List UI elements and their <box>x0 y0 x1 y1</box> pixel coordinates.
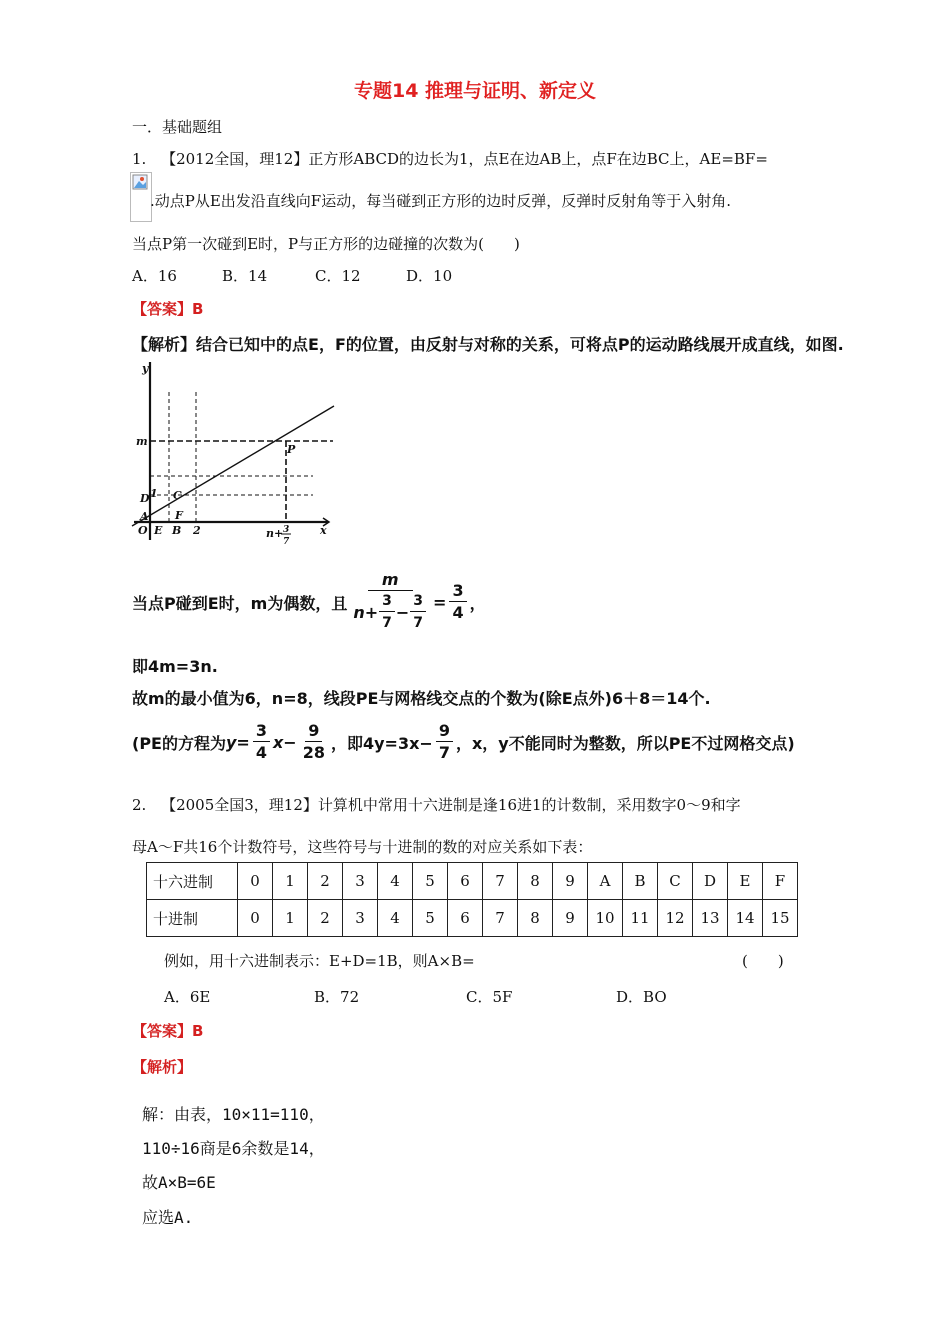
q1-stem-a: 正方形ABCD的边长为1，点E在边AB上，点F在边BC上，AE=BF= <box>308 150 768 168</box>
table-cell: 6 <box>448 863 483 900</box>
q2-option-b: B．72 <box>314 988 360 1006</box>
label-d: D <box>140 492 150 505</box>
label-n-den: 7 <box>283 537 290 547</box>
q1-line1 <box>132 565 486 639</box>
q1-option-c: C．12 <box>315 267 361 285</box>
table-cell: F <box>763 863 798 900</box>
comma: ， <box>469 593 486 613</box>
frac-7a: 7 <box>382 615 392 631</box>
q1-source: 【2012全国，理12】 <box>161 150 309 168</box>
q1-line4-e: ，x，y不能同时为整数，所以PE不过网格交点) <box>455 733 795 753</box>
q1-stem-line2: .动点P从E出发沿直线向F运动，每当碰到正方形的边时反弹，反弹时反射角等于入射角. <box>150 192 731 210</box>
frac-4c: 4 <box>452 602 464 622</box>
table-cell: D <box>693 863 728 900</box>
table-cell: 3 <box>343 863 378 900</box>
frac-7e: 7 <box>438 742 450 762</box>
reflection-graph <box>128 362 338 582</box>
q1-big-fraction <box>350 570 430 634</box>
q2-number: 2. <box>132 796 147 814</box>
frac-28: 28 <box>302 742 325 762</box>
table-cell: 十进制 <box>147 900 238 937</box>
q2-stem-line2: 母A～F共16个计数符号，这些符号与十进制的数的对应关系如下表： <box>132 838 593 856</box>
frac-7b: 7 <box>413 615 424 631</box>
q1-line2: 即4m=3n. <box>132 657 218 676</box>
table-cell: 13 <box>693 900 728 937</box>
q2-solution-line3: 故A×B=6E <box>142 1173 216 1192</box>
table-cell: 7 <box>483 900 518 937</box>
label-f: F <box>175 509 183 522</box>
q2-option-c: C．5F <box>466 988 513 1006</box>
label-o: O <box>138 524 148 537</box>
page-title: 专题14 推理与证明、新定义 <box>353 80 597 102</box>
broken-image-icon <box>130 172 152 222</box>
q1-option-a: A．16 <box>132 267 177 285</box>
table-cell: C <box>658 863 693 900</box>
table-cell: 1 <box>273 900 308 937</box>
q1-option-b: B．14 <box>222 267 268 285</box>
table-cell: 9 <box>553 863 588 900</box>
frac-4d: 4 <box>255 742 267 762</box>
table-cell: 1 <box>273 863 308 900</box>
q2-solution-line2: 110÷16商是6余数是14， <box>142 1139 325 1158</box>
table-cell: 2 <box>308 863 343 900</box>
q1-stem-line3: 当点P第一次碰到E时，P与正方形的边碰撞的次数为( ) <box>132 235 520 253</box>
q1-number: 1. <box>132 150 147 168</box>
label-c: C <box>173 489 182 502</box>
label-a: A <box>140 510 149 523</box>
q1-line4 <box>132 716 795 768</box>
q1-frac-n: n+ <box>353 602 379 622</box>
q2-analysis-tag: 【解析】 <box>132 1058 193 1076</box>
q1-line3: 故m的最小值为6，n=8，线段PE与网格线交点的个数为(除E点外)6＋8＝14个. <box>132 689 711 708</box>
q1-line4-d: ，即4y=3x− <box>330 733 433 753</box>
table-cell: 5 <box>413 863 448 900</box>
hex-decimal-table <box>146 862 798 937</box>
frac-3a: 3 <box>379 591 395 612</box>
label-two: 2 <box>193 524 201 537</box>
label-e: E <box>154 524 163 537</box>
label-n: n+ <box>266 527 284 540</box>
q1-line4-c: x− <box>272 732 297 752</box>
label-x: x <box>320 524 327 537</box>
q1-frac-m: m <box>381 570 399 589</box>
q1-stem-line1 <box>132 148 768 169</box>
table-cell: 4 <box>378 863 413 900</box>
table-cell: 十六进制 <box>147 863 238 900</box>
label-one: 1 <box>150 487 158 500</box>
q2-solution-line4: 应选A. <box>142 1208 194 1227</box>
table-cell: 3 <box>343 900 378 937</box>
q1-line1-text: 当点P碰到E时，m为偶数，且 <box>132 593 348 613</box>
frac-3b: 3 <box>410 591 426 612</box>
q1-analysis-text: 结合已知中的点E，F的位置，由反射与对称的关系，可将点P的运动路线展开成直线，如图. <box>196 335 844 354</box>
q1-analysis-tag: 【解析】 <box>132 335 197 354</box>
table-cell: 0 <box>238 900 273 937</box>
table-cell: 9 <box>553 900 588 937</box>
minus-sign: − <box>395 602 410 622</box>
table-cell: 5 <box>413 900 448 937</box>
q2-answer-paren: ( ) <box>742 952 784 970</box>
q1-analysis <box>132 332 844 355</box>
table-cell: 14 <box>728 900 763 937</box>
label-m: m <box>136 435 148 448</box>
table-cell: 6 <box>448 900 483 937</box>
table-cell: 10 <box>588 900 623 937</box>
table-cell: 7 <box>483 863 518 900</box>
equals-sign: = <box>433 592 447 612</box>
label-p: P <box>287 443 296 456</box>
table-row-decimal <box>147 900 798 937</box>
section-heading: 一．基础题组 <box>132 118 223 136</box>
q1-line4-a: (PE的方程为 <box>132 733 226 753</box>
q1-answer: 【答案】B <box>132 300 204 318</box>
frac-3d: 3 <box>253 721 270 742</box>
q2-source: 【2005全国3，理12】 <box>161 796 318 814</box>
table-cell: 11 <box>623 900 658 937</box>
q1-line4-b: y= <box>225 732 250 752</box>
label-y: y <box>142 362 149 375</box>
q2-example: 例如，用十六进制表示：E+D=1B，则A×B= <box>164 952 475 970</box>
frac-9b: 9 <box>436 721 453 742</box>
q2-answer: 【答案】B <box>132 1022 204 1040</box>
frac-3c: 3 <box>449 581 466 602</box>
table-cell: A <box>588 863 623 900</box>
q2-option-d: D．BO <box>616 988 667 1006</box>
path-line <box>132 406 334 526</box>
table-cell: 8 <box>518 863 553 900</box>
table-cell: B <box>623 863 658 900</box>
q2-stem-a: 计算机中常用十六进制是逢16进1的计数制，采用数字0～9和字 <box>317 796 741 814</box>
table-cell: 15 <box>763 900 798 937</box>
q1-option-d: D．10 <box>406 267 453 285</box>
table-cell: 2 <box>308 900 343 937</box>
table-row-hex <box>147 863 798 900</box>
table-cell: E <box>728 863 763 900</box>
q2-stem-line1 <box>132 794 741 815</box>
q2-option-a: A．6E <box>164 988 211 1006</box>
table-cell: 12 <box>658 900 693 937</box>
q2-solution-line1: 解：由表，10×11=110， <box>142 1105 325 1124</box>
table-cell: 8 <box>518 900 553 937</box>
table-cell: 0 <box>238 863 273 900</box>
table-cell: 4 <box>378 900 413 937</box>
label-b: B <box>172 524 182 537</box>
frac-9a: 9 <box>305 721 322 742</box>
label-n-num: 3 <box>283 525 290 535</box>
